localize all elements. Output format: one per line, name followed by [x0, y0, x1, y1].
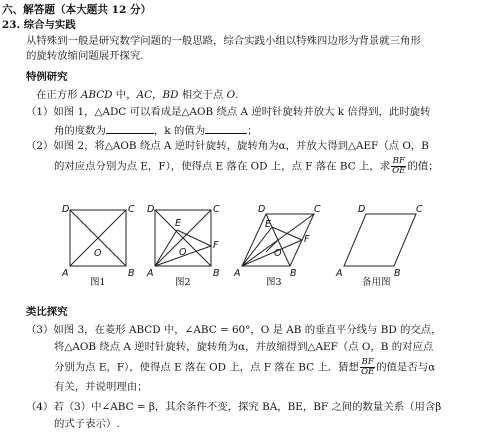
q1-text: △ADC 可以看成是△AOB 绕点 A 逆时针旋转并放大 k 倍得到，此时旋转: [94, 106, 431, 118]
q4-line-1: （4）若（3）中∠ABC = β，其余条件不变，探究 BA，BE，BF 之间的数量关系（用含β: [26, 401, 442, 413]
q3-line-1: （3）如图 3，在菱形 ABCD 中，∠ABC = 60°，O 是 AB 的垂直平分线与 BD 的交点，: [26, 324, 442, 336]
fig3-label-a: A: [234, 268, 241, 279]
q3-text: 分别为点 E，F），使得点 E 落在 OD 上，点 F 落在 BC 上．猜想: [54, 361, 359, 374]
problem-title: 23. 综合与实践: [2, 19, 76, 31]
cond-pre: 在正方形: [36, 89, 81, 101]
fig1-label-a: A: [62, 268, 69, 279]
fig2-caption: 图2: [175, 277, 191, 288]
fig4-label-a: A: [336, 268, 343, 279]
q2-text: 的对应点分别为点 E，F），使得点 E 落在 OD 上，点 F 落在 BC 上，求: [54, 160, 391, 173]
q1-angle-blank[interactable]: [106, 123, 154, 134]
fig4-label-d: D: [358, 204, 366, 215]
figure-1: [60, 200, 140, 290]
q2-frac-num: BF: [392, 156, 405, 166]
cond-o: O: [226, 89, 236, 101]
q1-k-blank[interactable]: [205, 123, 247, 134]
cond-abcd: ABCD: [80, 89, 113, 101]
figure-2: [145, 200, 225, 290]
q3-line-2: 将△AOB 绕点 A 逆时针旋转，旋转角为α，并放缩得到△AEF（点 O，B 的对应点: [54, 341, 434, 353]
q1-k-label: ，k 的值为: [153, 125, 206, 137]
q2-end: 的值；: [407, 160, 439, 173]
fig3-label-d: D: [258, 204, 266, 215]
fig2-label-e: E: [175, 218, 182, 229]
fig2-segment-ef: [177, 230, 211, 246]
fig1-label-o: O: [94, 248, 102, 259]
fig2-label-f: F: [213, 240, 219, 251]
q2-line-2: [54, 157, 439, 176]
fig4-parallelogram: [344, 214, 416, 266]
intro-line-2: 的旋转放缩问题展开探究.: [26, 50, 144, 62]
q2-frac-den: OE: [392, 166, 406, 176]
fig3-label-o: O: [274, 248, 282, 259]
fig2-label-o: O: [179, 247, 187, 258]
q1-end: ；: [247, 125, 258, 137]
q1-line-2: [54, 123, 258, 138]
fig1-label-d: D: [62, 204, 70, 215]
intro-line-1: 从特殊到一般是研究数学问题的一般思路，综合实践小组以特殊四边形为背景就三角形: [26, 35, 421, 47]
figure-3: [232, 200, 322, 290]
q2-line-1: （2）如图 2，将△AOB 绕点 A 逆时针旋转，旋转角为α，并放大得到△AEF（点 O，B: [26, 140, 429, 152]
q3-line-4: 有关，并说明理由；: [54, 381, 148, 393]
fig1-label-c: C: [128, 204, 135, 215]
fig3-segment-ef: [272, 227, 302, 240]
fig3-label-c: C: [314, 204, 321, 215]
q1-line-1: [26, 106, 431, 119]
square-condition: [36, 89, 238, 102]
q1-angle-label: 角的度数为: [54, 125, 106, 137]
figure-spare: [328, 200, 428, 290]
q2-fraction: [391, 157, 406, 176]
fig2-label-a: A: [147, 268, 154, 279]
fig3-label-e: E: [265, 219, 272, 230]
fig2-label-b: B: [213, 268, 220, 279]
q3-fraction: [360, 358, 375, 377]
q3-frac-num: BF: [361, 357, 374, 367]
fig2-label-d: D: [147, 204, 155, 215]
q3-frac-den: OE: [360, 367, 375, 377]
fig4-label-c: C: [416, 204, 423, 215]
cond-end: .: [235, 89, 239, 101]
fig4-label-b: B: [394, 268, 401, 279]
cond-post: 相交于点: [178, 89, 227, 101]
fig3-label-b: B: [290, 268, 297, 279]
q3-end: 的值是否与α: [376, 361, 436, 374]
analogy-heading: 类比探究: [26, 306, 68, 318]
fig1-caption: 图1: [90, 277, 106, 288]
fig3-label-f: F: [304, 234, 310, 245]
fig1-label-b: B: [128, 268, 135, 279]
cond-acbd: AC，BD: [136, 89, 179, 101]
special-heading: 特例研究: [26, 71, 68, 83]
q3-line-3: [54, 358, 435, 377]
cond-mid: 中，: [112, 89, 137, 101]
fig2-label-c: C: [213, 204, 220, 215]
section-title: 六、解答题（本大题共 12 分）: [2, 4, 152, 16]
q1-label: （1）如图 1，: [26, 106, 95, 118]
fig4-caption: 备用图: [362, 277, 391, 288]
q4-line-2: 的式子表示）.: [54, 418, 120, 430]
fig3-caption: 图3: [266, 277, 282, 288]
